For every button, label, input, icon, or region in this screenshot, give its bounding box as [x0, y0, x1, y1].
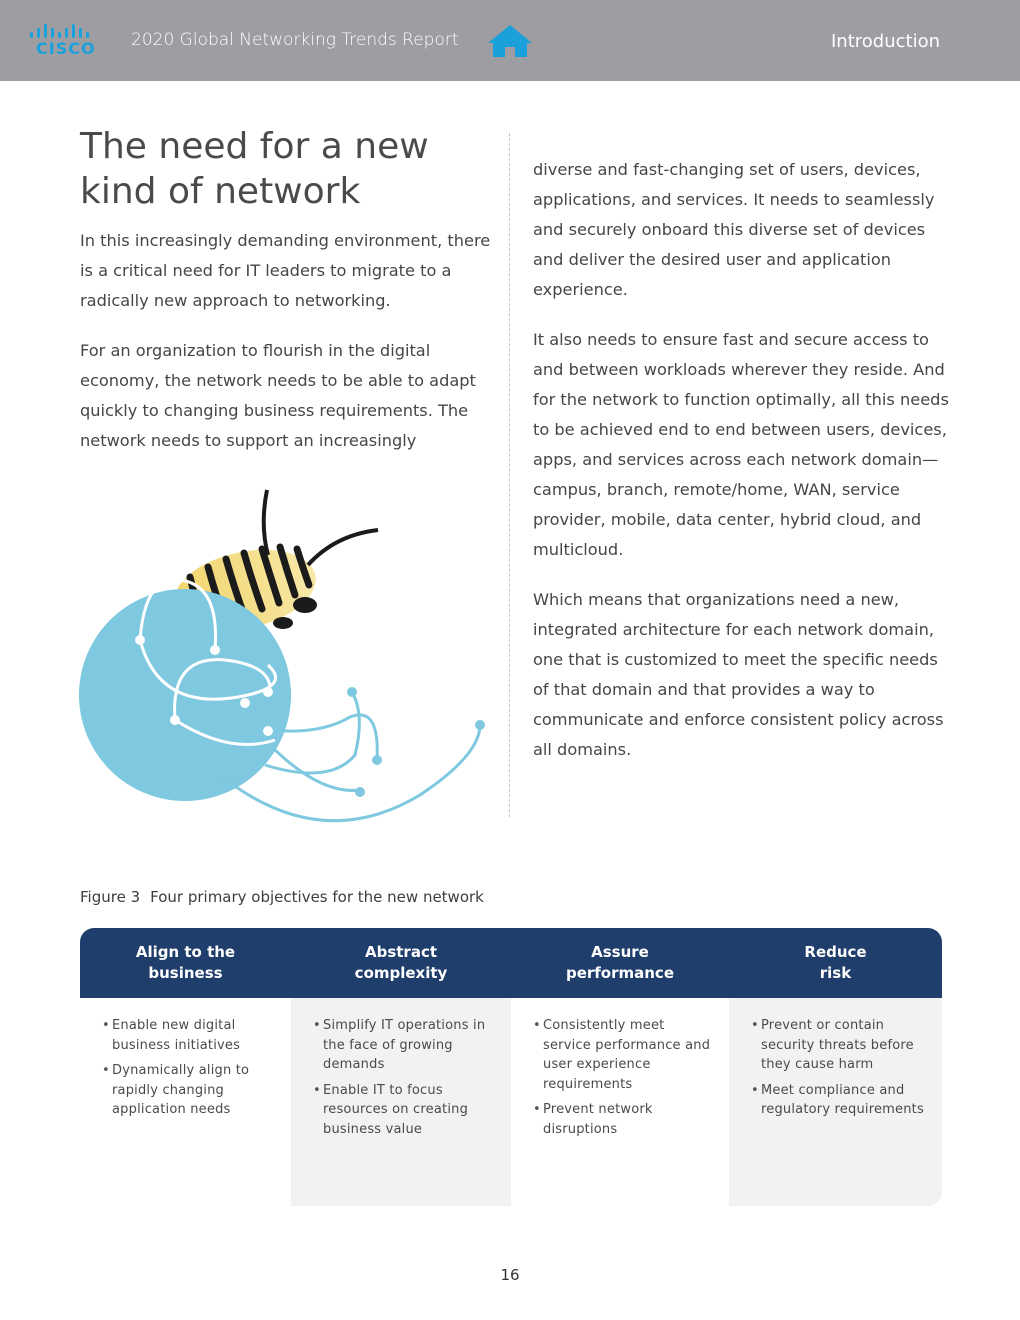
- caterpillar-network-illustration: [20, 455, 500, 835]
- list-item: • Prevent network disruptions: [533, 1100, 713, 1139]
- objective-title-line: business: [148, 964, 223, 982]
- left-column: [80, 226, 500, 476]
- paragraph: It also needs to ensure fast and secure access to and between workloads wherever they reside. And for the network to function optimally, all this needs to be achieved end to end between users, devices, apps, and services across each network domain—campus, branch, remote/home, WAN, service provider, mobile, data center, hybrid cloud, and multicloud.: [533, 330, 949, 559]
- list-item: • Dynamically align to rapidly changing application needs: [102, 1061, 275, 1120]
- objective-column-assure: [511, 928, 729, 1206]
- objective-body: [729, 998, 942, 1206]
- objective-title-line: Reduce: [804, 943, 867, 961]
- list-item: • Meet compliance and regulatory requirements: [751, 1081, 926, 1120]
- objective-column-reduce: [729, 928, 942, 1206]
- objective-body: [511, 998, 729, 1206]
- objective-header: [511, 928, 729, 998]
- objective-title-line: risk: [819, 964, 852, 982]
- objective-body: [291, 998, 511, 1206]
- home-icon[interactable]: [485, 22, 535, 60]
- figure-caption: [80, 888, 484, 906]
- section-link-introduction[interactable]: Introduction: [830, 31, 940, 52]
- objective-title-line: Align to the: [135, 943, 236, 961]
- list-item: • Enable IT to focus resources on creating business value: [313, 1081, 495, 1140]
- objective-header: [729, 928, 942, 998]
- list-item: • Enable new digital business initiatives: [102, 1016, 275, 1055]
- objective-body: [80, 998, 291, 1206]
- figure-number: Figure 3: [80, 888, 141, 906]
- right-column: [533, 155, 953, 785]
- paragraph: Which means that organizations need a new, integrated architecture for each network domain, one that is customized to meet the specific needs of that domain and that provides a way to communicate and enforce consistent policy across all domains.: [533, 590, 944, 759]
- objective-title-line: Abstract: [364, 943, 438, 961]
- objective-title-line: complexity: [354, 964, 448, 982]
- page-header: [0, 0, 1020, 81]
- title-line-1: The need for a new: [80, 126, 429, 167]
- cisco-logo[interactable]: [28, 22, 98, 60]
- objective-title-line: Assure: [591, 943, 649, 961]
- report-title: 2020 Global Networking Trends Report: [131, 30, 459, 50]
- logo-text: CISCO: [36, 39, 96, 58]
- figure-caption-text: Four primary objectives for the new network: [150, 888, 484, 906]
- objectives-table: [80, 928, 942, 1206]
- list-item: • Prevent or contain security threats before they cause harm: [751, 1016, 926, 1075]
- objective-title-line: performance: [565, 964, 675, 982]
- paragraph: For an organization to flourish in the digital economy, the network needs to be able to adapt quickly to changing business requirements. The network needs to support an increasingly: [80, 341, 476, 450]
- column-divider: [509, 133, 510, 817]
- page-number: 16: [500, 1266, 520, 1284]
- title-line-2: kind of network: [80, 171, 361, 212]
- objective-header: [291, 928, 511, 998]
- page-title: [80, 124, 500, 214]
- list-item: • Consistently meet service performance and user experience requirements: [533, 1016, 713, 1094]
- objective-header: [80, 928, 291, 998]
- paragraph: diverse and fast-changing set of users, devices, applications, and services. It needs to seamlessly and securely onboard this diverse set of devices and deliver the desired user and application experience.: [533, 160, 935, 299]
- objective-column-align: [80, 928, 291, 1206]
- paragraph: In this increasingly demanding environment, there is a critical need for IT leaders to migrate to a radically new approach to networking.: [80, 231, 491, 310]
- list-item: • Simplify IT operations in the face of growing demands: [313, 1016, 495, 1075]
- objective-column-abstract: [291, 928, 511, 1206]
